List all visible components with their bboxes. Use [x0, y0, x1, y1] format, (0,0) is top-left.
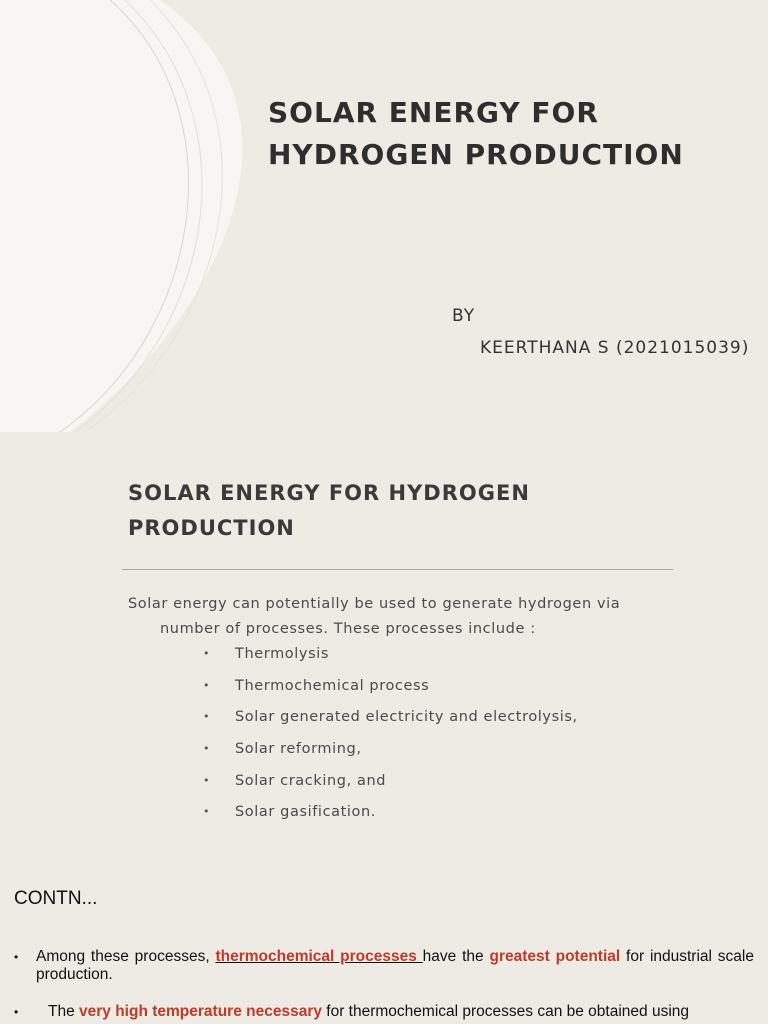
bullet-glyph: • — [14, 1005, 19, 1019]
text-run: for thermochemical processes can be obtained using — [321, 1003, 690, 1020]
slide-title-line2: HYDROGEN PRODUCTION — [268, 138, 684, 171]
list-item-text: Thermochemical process — [235, 677, 430, 694]
list-item-text: Solar cracking, and — [235, 772, 387, 789]
intro-paragraph — [128, 592, 668, 642]
text-run: for industrial scale production. — [36, 948, 754, 983]
continuation-slide — [0, 852, 768, 1024]
bullet-point — [14, 948, 754, 984]
slide-heading — [128, 476, 628, 546]
list-item-text: Solar generated electricity and electrolysis, — [235, 709, 578, 726]
list-item — [200, 739, 578, 771]
highlighted-term: greatest potential — [489, 948, 621, 965]
text-run: Among these processes, — [36, 948, 216, 965]
list-item-text: Thermolysis — [235, 646, 330, 662]
intro-line2: number of processes. These processes include : — [160, 621, 536, 637]
highlighted-term: thermochemical processes — [215, 948, 423, 965]
list-item — [200, 802, 578, 834]
by-label: BY — [452, 306, 476, 326]
slide-heading-line1: SOLAR ENERGY FOR HYDROGEN — [128, 481, 530, 505]
bullet-glyph: • — [203, 678, 211, 692]
bullet-glyph: • — [14, 950, 19, 964]
heading-divider — [122, 569, 673, 570]
process-list — [200, 644, 578, 834]
slide-title-line1: SOLAR ENERGY FOR — [268, 96, 599, 129]
slide-title — [268, 92, 748, 176]
author-name: KEERTHANA S (2021015039) — [480, 338, 750, 358]
list-item — [200, 707, 578, 739]
text-run: The — [48, 1003, 80, 1020]
bullet-glyph: • — [203, 710, 211, 724]
list-item — [200, 644, 578, 676]
list-item — [200, 771, 578, 803]
bullet-glyph: • — [203, 773, 211, 787]
title-slide — [0, 0, 768, 432]
bullet-glyph: • — [203, 805, 211, 819]
highlighted-term: very high temperature necessary — [79, 1003, 322, 1020]
decorative-arc-shape — [0, 0, 260, 432]
list-item — [200, 676, 578, 708]
process-list-slide — [0, 432, 768, 852]
intro-line1: Solar energy can potentially be used to generate hydrogen via — [128, 596, 621, 612]
bullet-glyph: • — [203, 647, 211, 660]
bullet-point — [14, 1003, 754, 1021]
slide-heading-line2: PRODUCTION — [128, 516, 295, 540]
list-item-text: Solar reforming, — [235, 741, 362, 758]
bullet-text — [48, 1003, 754, 1021]
bullet-glyph: • — [203, 742, 211, 756]
text-run: have the — [422, 948, 490, 965]
bullet-text — [36, 948, 754, 984]
list-item-text: Solar gasification. — [235, 804, 377, 821]
continuation-heading: CONTN... — [14, 888, 98, 909]
